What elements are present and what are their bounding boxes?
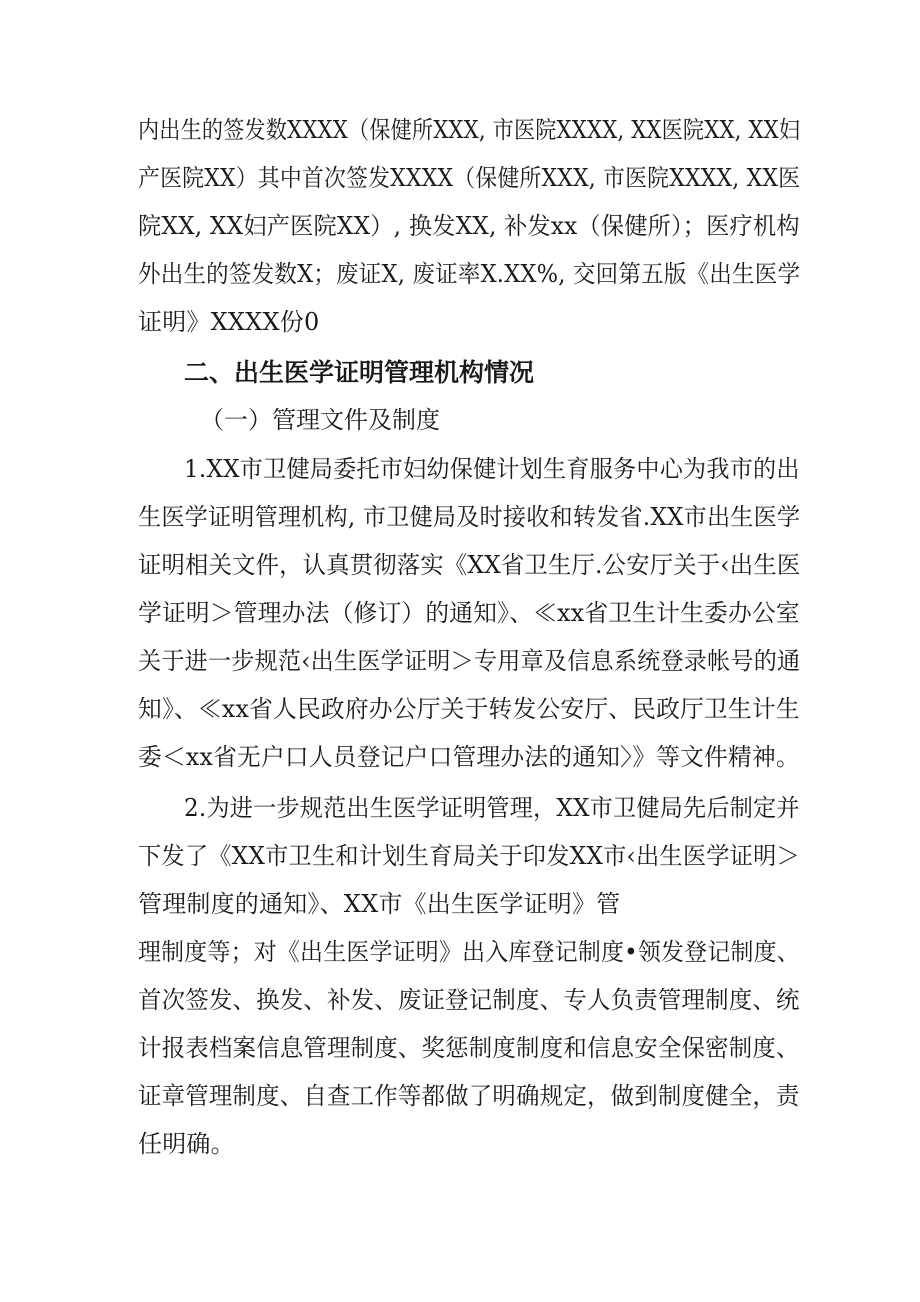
section-heading: 二、出生医学证明管理机构情况 [184,358,535,387]
paragraph-line: 学证明＞管理办法（修订）的通知》、≪xx省卫生计生委办公室 [138,599,800,627]
paragraph-line: 内出生的签发数XXXX（保健所XXX, 市医院XXXX, XX医院XX, XX妇 [138,116,801,144]
paragraph-line: 证章管理制度、自查工作等都做了明确规定，做到制度健全，责 [138,1082,800,1110]
paragraph-line: 2.为进一步规范出生医学证明管理，XX市卫健局先后制定并 [184,794,800,822]
paragraph-line: 管理制度的通知》、XX市《出生医学证明》管 [138,890,621,918]
paragraph-line: 证明》XXXX份0 [138,308,320,336]
paragraph-line: 知》、≪xx省人民政府办公厅关于转发公安厅、民政厅卫生计生 [138,695,800,723]
paragraph-line: 任明确。 [138,1130,235,1158]
paragraph-line: 1.XX市卫健局委托市妇幼保健计划生育服务中心为我市的出 [184,455,800,483]
paragraph-line: 证明相关文件，认真贯彻落实《XX省卫生厅.公安厅关于‹出生医 [138,551,801,579]
paragraph-line: 院XX, XX妇产医院XX）, 换发XX, 补发xx（保健所）；医疗机构 [138,212,800,240]
paragraph-line: 首次签发、换发、补发、废证登记制度、专人负责管理制度、统 [138,986,800,1014]
paragraph-line: 生医学证明管理机构, 市卫健局及时接收和转发省.XX市出生医学 [138,503,801,531]
paragraph-line: 产医院XX）其中首次签发XXXX（保健所XXX, 市医院XXXX, XX医 [138,164,801,192]
paragraph-line: 下发了《XX市卫生和计划生育局关于印发XX市‹出生医学证明＞ [138,842,800,870]
paragraph-line: 外出生的签发数X；废证X, 废证率X.XX%, 交回第五版《出生医学 [138,260,801,288]
paragraph-line: 关于进一步规范‹出生医学证明＞专用章及信息系统登录帐号的通 [138,647,801,675]
paragraph-line: 理制度等；对《出生医学证明》出入库登记制度•领发登记制度、 [138,938,800,966]
subsection-heading: （一）管理文件及制度 [200,406,440,434]
paragraph-line: 委＜xx省无户口人员登记户口管理办法的通知〉》等文件精神。 [138,743,800,771]
paragraph-line: 计报表档案信息管理制度、奖惩制度制度和信息安全保密制度、 [138,1034,800,1062]
